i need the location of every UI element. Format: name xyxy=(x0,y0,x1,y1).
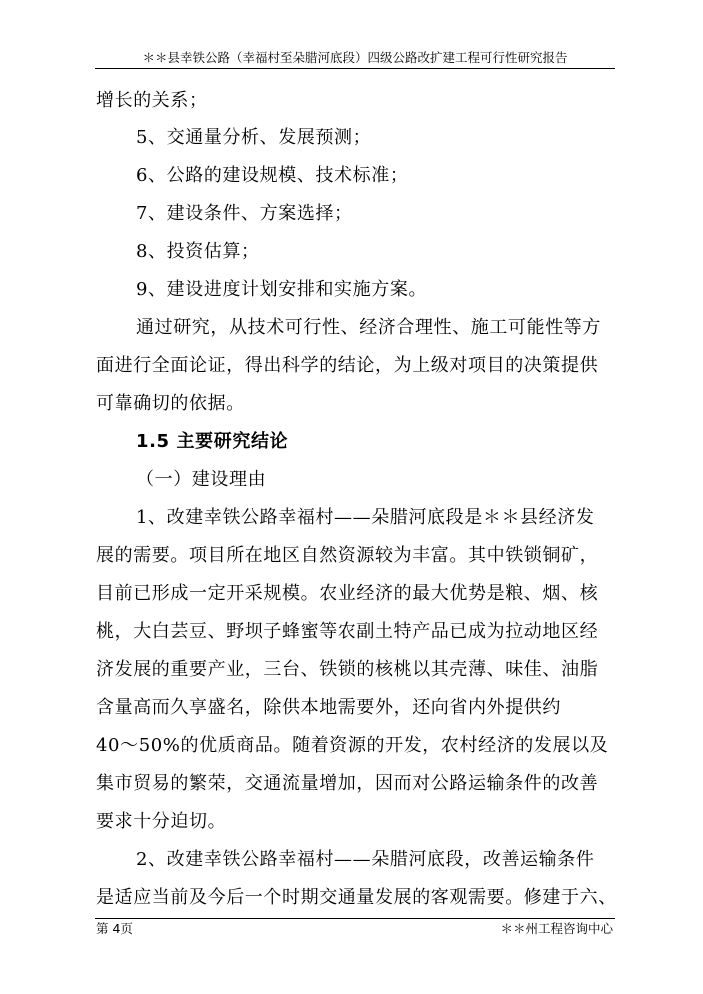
body-line: 增长的关系； xyxy=(96,90,208,111)
list-item: 7、建设条件、方案选择； xyxy=(136,203,353,224)
body-line: 集市贸易的繁荣，交通流量增加，因而对公路运输条件的改善 xyxy=(96,773,599,794)
list-item: 6、公路的建设规模、技术标准； xyxy=(136,165,409,186)
body-line: 要求十分迫切。 xyxy=(96,811,227,832)
header-divider xyxy=(95,68,615,69)
body-line: 面进行全面论证，得出科学的结论，为上级对项目的决策提供 xyxy=(96,355,599,376)
body-line: 桃，大白芸豆、野坝子蜂蜜等农副土特产品已成为拉动地区经 xyxy=(96,621,599,642)
body-line: 2、改建幸铁公路幸福村——朵腊河底段，改善运输条件 xyxy=(136,849,595,870)
body-line: 济发展的重要产业，三台、铁锁的核桃以其壳薄、味佳、油脂 xyxy=(96,659,599,680)
subsection-heading: （一）建设理由 xyxy=(136,469,267,490)
body-line: 展的需要。项目所在地区自然资源较为丰富。其中铁锁铜矿， xyxy=(96,545,599,566)
section-heading: 1.5 主要研究结论 xyxy=(136,431,289,452)
list-item: 8、投资估算； xyxy=(136,241,260,262)
body-line: 40～50%的优质商品。随着资源的开发，农村经济的发展以及 xyxy=(96,735,609,756)
body-line: 通过研究，从技术可行性、经济合理性、施工可能性等方 xyxy=(136,317,601,338)
page-header-title: ＊＊县幸铁公路（幸福村至朵腊河底段）四级公路改扩建工程可行性研究报告 xyxy=(142,50,568,65)
list-item: 9、建设进度计划安排和实施方案。 xyxy=(136,279,428,300)
body-line: 含量高而久享盛名，除供本地需要外，还向省内外提供约 xyxy=(96,697,561,718)
body-line: 目前已形成一定开采规模。农业经济的最大优势是粮、烟、核 xyxy=(96,583,599,604)
body-line: 1、改建幸铁公路幸福村——朵腊河底段是＊＊县经济发 xyxy=(136,507,595,528)
page-number: 第 4页 xyxy=(96,921,133,936)
footer-organization: ＊＊州工程咨询中心 xyxy=(500,921,613,936)
list-item: 5、交通量分析、发展预测； xyxy=(136,127,372,148)
body-line: 可靠确切的依据。 xyxy=(96,393,245,414)
footer-divider xyxy=(95,918,615,919)
body-line: 是适应当前及今后一个时期交通量发展的客观需要。修建于六、 xyxy=(96,887,617,908)
